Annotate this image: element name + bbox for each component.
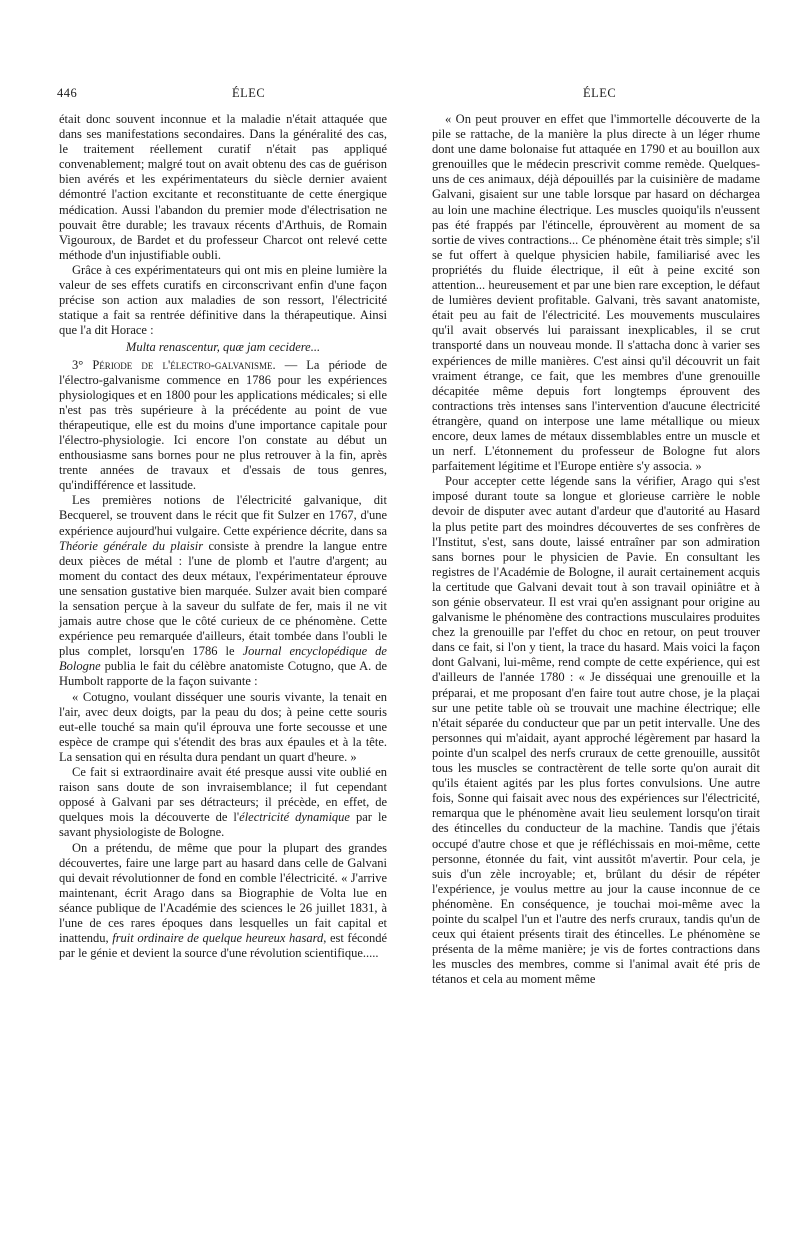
paragraph-text: — La période de l'électro-galvanisme commence en 1786 pour les expériences physiologiques et en 1800 pour les applications médicales; si elle n'est pas très supérieure à la précédente au point de vue thérapeutique, elle est du moins d'une importance capitale pour l'électro-physiologie. Ici encore l'on constate au début un enthousiasme sans bornes pour ne plus retrouver à la fin, après trente années de travaux et d'essais de tous genres, qu'indifférence et lassitude. — [59, 357, 387, 493]
paragraph: Grâce à ces expérimentateurs qui ont mis en pleine lumière la valeur de ses effets curatifs en circonscrivant enfin d'une façon précise son action aux maladies de son ressort, l'électricité statique a fait sa rentrée définitive dans la thérapeutique. Ainsi que l'a dit Horace : — [59, 262, 387, 338]
paragraph: « Cotugno, voulant disséquer une souris vivante, la tenait en l'air, avec deux doigts, par la peau du dos; à peine cette souris eut-elle touché sa main qu'il éprouva une forte secousse et une espèce de crampe qui s'étendit des bras aux épaules et à la tête. La sensation qui en résulta dura pendant un quart d'heure. » — [59, 689, 387, 764]
page-number: 446 — [57, 86, 78, 100]
paragraph-text: publia le fait du célèbre anatomiste Cotugno, que A. de Humbolt rapporte de la façon suivante : — [59, 659, 387, 689]
paragraph — [59, 841, 387, 962]
paragraph-text: consiste à prendre la langue entre deux pièces de métal : l'une de plomb et l'autre d'argent; au moment du contact des deux métaux, l'expérimentateur éprouve une sensation gustative bien marquée. Sulzer avait bien comparé la sensation perçue à la saveur du sulfate de fer, mais il ne vit jamais autre chose que le côté curieux de ce phénomène. Cette expérience peu remarquée d'ailleurs, était tombée dans l'oubli le plus complet, lorsqu'en 1786 le — [59, 538, 388, 659]
paragraph: était donc souvent inconnue et la maladie n'était attaquée que dans ses manifestations secondaires. Dans la généralité des cas, le traitement réellement curatif n'était pas appliqué convenablement; malgré tout on avait obtenu des cas de guérison bien avérés et les expérimentateurs du siècle dernier avaient démontré l'action excitante et reconstituante de cette énergique médication. Aussi l'abandon du premier mode d'électrisation ne pouvait être durable; les travaux récents d'Arthuis, de Romain Vigouroux, de Bardet et du professeur Charcot ont relevé cette méthode d'un injustifiable oubli. — [59, 112, 387, 262]
running-title-left: ÉLEC — [232, 86, 266, 100]
paragraph: Pour accepter cette légende sans la vérifier, Arago qui s'est imposé durant toute sa longue et glorieuse carrière le noble devoir de disputer avec autant d'ardeur que d'autorité au Hasard la plus petite part des moindres découvertes de ses confrères de l'Institut, s'est, sans doute, laissé entraîner par son admiration sans bornes pour le physicien de Pavie. En consultant les registres de l'Académie de Bologne, il aurait certainement acquis la certitude que Galvani devait tout à son travail opiniâtre et à son génie observateur. Il est vrai qu'en assignant pour origine au galvanisme le phénomène des contractions musculaires produites chez la grenouille par l'effet du choc en retour, on peut trouver dans ce fait, si l'on y tient, la trace du hasard. Mais voici la façon dont Galvani, lui-même, rend compte de cette expérience, qui est d'ailleurs de l'année 1780 : « Je disséquai une grenouille et la préparai, et me proposant d'en faire tout autre chose, je la plaçai sur une petite table où se trouvait une machine électrique; elle n'était séparée du conducteur que par un petit intervalle. Une des personnes qui m'aidait, ayant approché légèrement par hasard la pointe d'un scalpel des nerfs cruraux de cette grenouille, aussitôt tous les muscles se contractèrent de telle sorte qu'on aurait dit qu'ils étaient agités par les plus fortes convulsions. Une autre fois, Sonne qui faisait avec nous des expériences sur l'électricité, remarqua que le phénomène avait lieu seulement lorsqu'on tirait des étincelles du conducteur de la machine. Tandis que j'étais occupé d'autre chose et que je réfléchissais en moi-même, cette personne, étonnée du fait, vint aussitôt m'avertir. Pour cela, je suis d'un zèle incroyable; et, brûlant du désir de répéter l'expérience, je voulus mettre au jour la cause inconnue de ce phénomène. En conséquence, je touchai moi-même avec la pointe du scalpel l'un et l'autre des nerfs cruraux, tandis qu'un de ceux qui étaient présents tirait des étincelles. Le phénomène se présenta de la même manière; je vis de fortes contractions dans les muscles des membres, comme si l'animal avait été pris de tétanos et cela au moment même — [432, 474, 760, 987]
page-header — [0, 86, 800, 106]
running-title-right: ÉLEC — [583, 86, 617, 100]
paragraph — [59, 765, 387, 840]
latin-quote: Multa renascentur, quæ jam cecidere... — [125, 340, 321, 355]
paragraph-text: par le savant physiologiste de Bologne. — [59, 810, 387, 840]
emphasis: fruit ordinaire de quelque heureux hasard — [112, 931, 324, 946]
paragraph-text: On a prétendu, de même que pour la plupart des grandes découvertes, faire une large part au hasard dans celle de Galvani qui devait révolutionner de fond en comble l'électricité. « J'arrive maintenant, écrit Arago dans sa Biographie de Volta lue en séance publique de l'Académie des sciences le 26 juillet 1831, à l'une de ces rares époques dans lesquelles un fait capital et inattendu, — [59, 840, 387, 946]
paragraph — [59, 358, 387, 494]
paragraph — [59, 493, 387, 689]
book-title: Théorie générale du plaisir — [59, 538, 204, 553]
paragraph-text: Ce fait si extraordinaire avait été presque aussi vite oublié en raison sans doute de son invraisemblance; il fut cependant opposé à Galvani par ses détracteurs; il précède, en effet, de quelques mois la découverte de l' — [59, 765, 387, 825]
paragraph-text: , est fécondé par le génie et devient la source d'une révolution scientifique..... — [59, 931, 387, 961]
left-column — [59, 112, 387, 961]
paragraph: « On peut prouver en effet que l'immortelle découverte de la pile se rattache, de la manière la plus directe à un léger rhume dont une dame bolonaise fut attaquée en 1790 et au bouillon aux grenouilles que le médecin prescrivit comme remède. Quelques-uns de ces animaux, déjà dépouillés par la cuisinière de madame Galvani, gisaient sur une table lorsque par hasard on déchargea au loin une machine électrique. Les muscles quoiqu'ils n'eussent pas été frappés par l'étincelle, éprouvèrent au moment de sa sortie de vives contractions... Ce phénomène était très simple; s'il se fut offert à quelque physicien habile, familiarisé avec les propriétés du fluide électrique, il eût à peine excité son attention... heureusement et par une bien rare exception, le défaut de lumières devient profitable. Galvani, très savant anatomiste, était peu au fait de l'électricité. Les mouvements musculaires qu'il avait observés lui paraissant inexplicables, il se crut transporté dans un nouveau monde. Il s'attacha donc à varier ses expériences de mille manières. C'est ainsi qu'il découvrit un fait vraiment étrange, ce fait, que les membres d'une grenouille décapitée même depuis fort longtemps éprouvent des contractions très intenses sans l'intervention d'aucune électricité étrangère, quand on interpose une lame métallique ou mieux encore, deux lames de métaux dissemblables entre un muscle et un nerf. L'étonnement du professeur de Bologne fut alors parfaitement légitime et l'Europe entière s'y associa. » — [432, 112, 760, 474]
right-column — [432, 112, 760, 987]
paragraph-text: Les premières notions de l'électricité galvanique, dit Becquerel, se trouvent dans le récit que fit Sulzer en 1767, d'une expérience aujourd'hui vulgaire. Cette expérience décrite, dans sa — [59, 493, 387, 538]
journal-title: Journal encyclopédique de Bologne — [59, 644, 387, 674]
section-heading: 3° Période de l'électro-galvanisme. — [72, 357, 276, 372]
emphasis: électricité dynamique — [239, 810, 350, 825]
